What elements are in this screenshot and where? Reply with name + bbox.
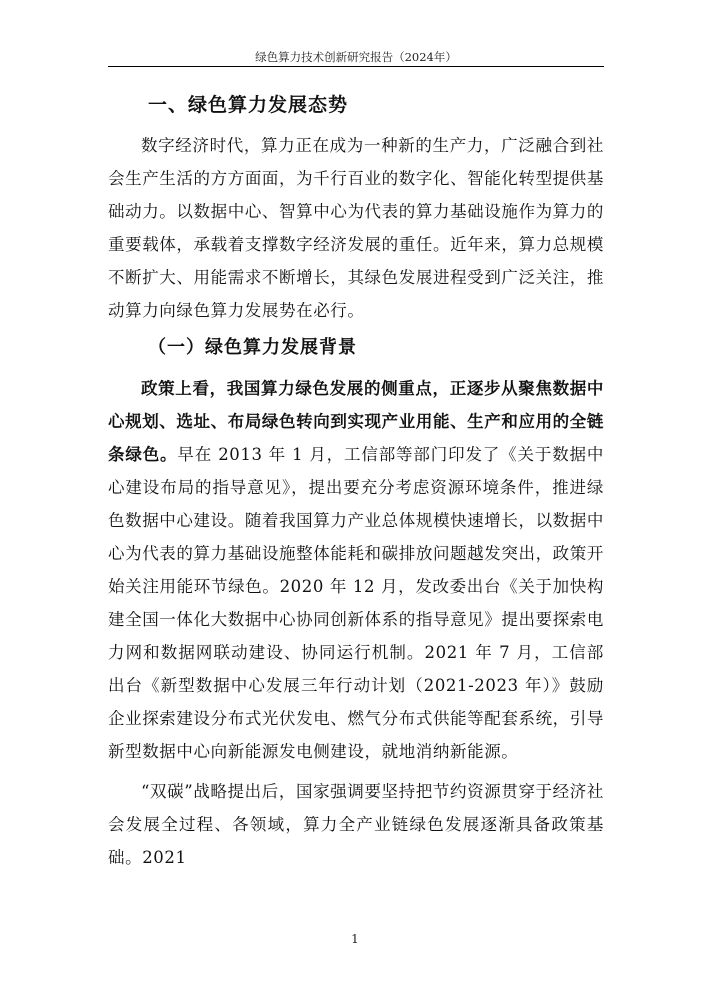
- page-number: 1: [351, 932, 359, 946]
- dual-carbon-paragraph: “双碳”战略提出后，国家强调要坚持把节约资源贯穿于经济社会发展全过程、各领域，算力全产业链绿色发展逐渐具备政策基础。2021: [108, 782, 604, 867]
- policy-paragraph-body: 早在 2013 年 1 月，工信部等部门印发了《关于数据中心建设布局的指导意见》，提出要充分考虑资源环境条件，推进绿色数据中心建设。随着我国算力产业总体规模快速增长，以数据中心为代表的算力基础设施整体能耗和碳排放问题越发突出，政策开始关注用能环节绿色。2020 年 12 月，发改委出台《关于加快构建全国一体化大数据中心协同创新体系的指导意见》提出要探索电力网和数据网联动建设、协同运行机制。2021 年 7 月，工信部出台《新型数据中心发展三年行动计划（2021-2023 年）》鼓励企业探索建设分布式光伏发电、燃气分布式供能等配套系统，引导新型数据中心向新能源发电侧建设，就地消纳新能源。: [108, 445, 604, 761]
- intro-paragraph: 数字经济时代，算力正在成为一种新的生产力，广泛融合到社会生产生活的方方面面，为千行百业的数字化、智能化转型提供基础动力。以数据中心、智算中心为代表的算力基础设施作为算力的重要载体，承载着支撑数字经济发展的重任。近年来，算力总规模不断扩大、用能需求不断增长，其绿色发展进程受到广泛关注，推动算力向绿色算力发展势在必行。: [108, 136, 604, 320]
- policy-paragraph: [108, 372, 604, 768]
- policy-paragraph-lead: 政策上看，我国算力绿色发展的侧重点，正逐步从聚焦数据中心规划、选址、布局绿色转向到实现产业用能、生产和应用的全链条绿色。: [108, 379, 604, 464]
- document-body: [108, 88, 604, 874]
- header-rule: [108, 66, 604, 67]
- section-heading: 一、绿色算力发展态势: [148, 94, 349, 116]
- subsection-heading: （一）绿色算力发展背景: [148, 337, 357, 358]
- running-header: 绿色算力技术创新研究报告（2024年）: [255, 50, 457, 64]
